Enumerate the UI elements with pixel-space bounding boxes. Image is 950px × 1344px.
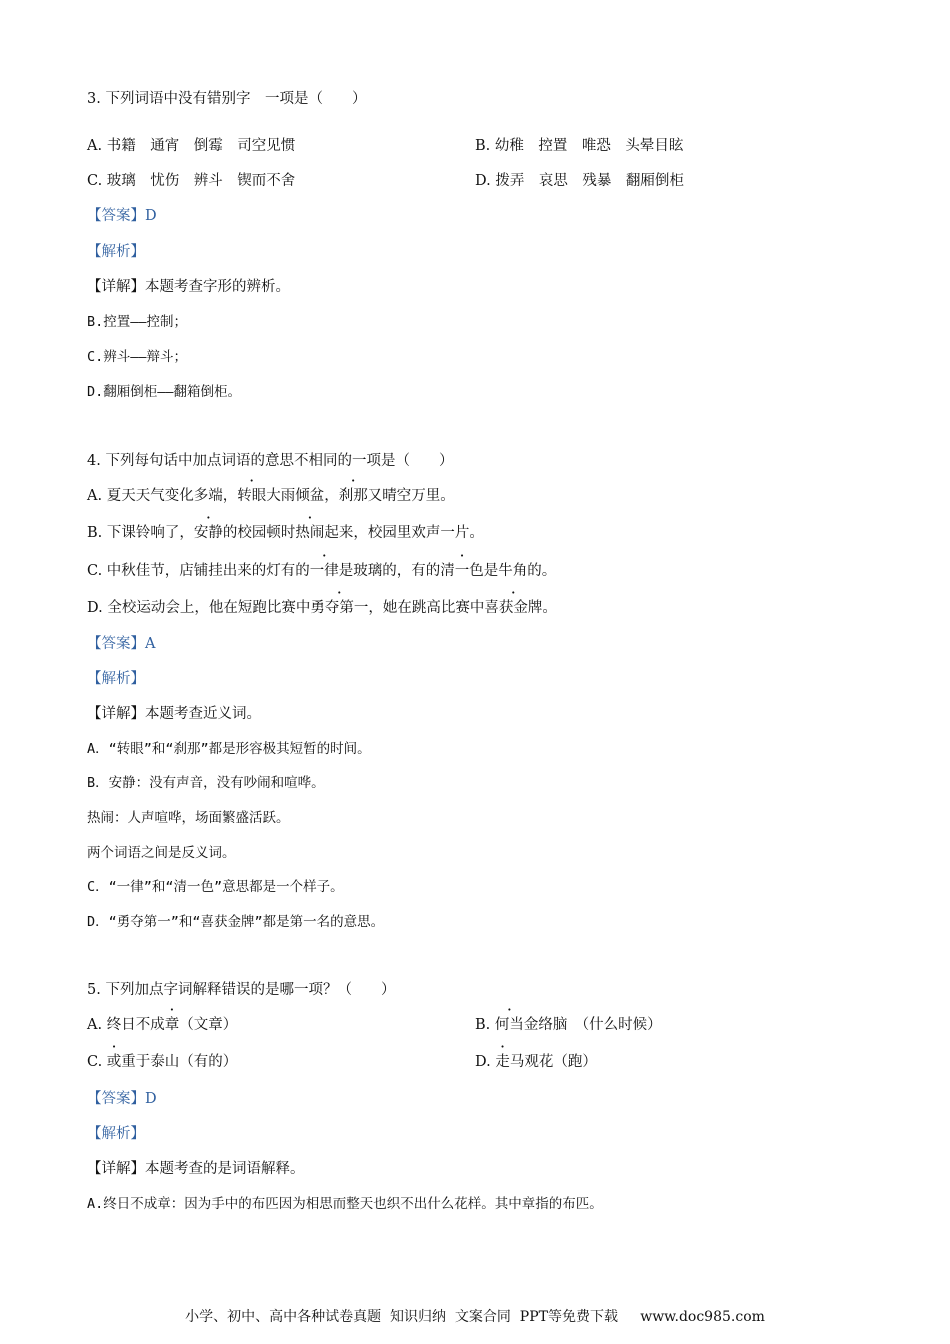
dotted-word: 喜获金牌: [484, 600, 543, 616]
q5-a-text: A. 终日不成: [87, 1017, 165, 1033]
q3-option-c: C. 玻璃 忧伤 辨斗 锲而不舍: [87, 173, 296, 189]
q4-c-text: 是牛角的。: [483, 563, 557, 579]
q4-c-text: 是玻璃的，有的: [338, 563, 441, 579]
q4-b-text: B. 下课铃响了，: [87, 525, 194, 541]
q4-explain-line: B．安静：没有声音，没有吵闹和喧哗。: [87, 775, 325, 791]
dotted-word: 热闹: [295, 525, 325, 541]
q5-option-c: [87, 1052, 237, 1072]
q4-option-d: [87, 598, 557, 618]
q5-analysis-label: 【解析】: [87, 1126, 145, 1142]
dotted-word: 转眼: [237, 488, 267, 504]
dotted-word: 何当: [494, 1017, 524, 1033]
q4-a-text: 又晴空万里。: [367, 488, 455, 504]
q5-answer: 【答案】D: [87, 1091, 157, 1107]
q3-analysis-label: 【解析】: [87, 244, 145, 260]
dotted-word: 章: [164, 1017, 180, 1033]
q4-explain-line: C．“一律”和“清一色”意思都是一个样子。: [87, 879, 344, 895]
q5-d-text: D.: [475, 1054, 496, 1070]
dotted-word: 清一色: [440, 563, 484, 579]
q3-option-d: D. 拨弄 哀思 残暴 翻厢倒柜: [475, 173, 684, 189]
q4-explain-line: 两个词语之间是反义词。: [87, 845, 236, 861]
q5-c-text: C.: [87, 1054, 107, 1070]
q5-b-text: B.: [475, 1017, 495, 1033]
q3-option-a: A. 书籍 通宵 倒霉 司空见惯: [87, 138, 296, 154]
q5-stem: 5. 下列加点字词解释错误的是哪一项？（ ）: [87, 982, 396, 998]
q5-d-text: 马观花（跑）: [509, 1054, 597, 1070]
q4-d-text: ，她在跳高比赛中: [368, 600, 485, 616]
q4-explain-line: A．“转眼”和“刹那”都是形容极其短暂的时间。: [87, 741, 371, 757]
q3-detail: 【详解】本题考查字形的辨析。: [87, 279, 290, 295]
q5-option-a: [87, 1015, 237, 1035]
q3-explain-line: B.控置——控制；: [87, 314, 188, 330]
q4-detail: 【详解】本题考查近义词。: [87, 706, 261, 722]
q4-option-c: [87, 561, 556, 581]
q5-a-text: （文章）: [179, 1017, 238, 1033]
q4-option-b: [87, 523, 484, 543]
q4-b-text: 起来，校园里欢声一片。: [324, 525, 484, 541]
q4-a-text: A. 夏天天气变化多端，: [87, 488, 238, 504]
q4-option-a: [87, 486, 455, 506]
q4-b-text: 的校园顿时: [222, 525, 296, 541]
dotted-word: 安静: [193, 525, 223, 541]
q5-option-d: [475, 1052, 597, 1072]
dotted-word: 刹那: [338, 488, 368, 504]
q4-c-text: C. 中秋佳节，店铺挂出来的灯有的: [87, 563, 310, 579]
q4-answer: 【答案】A: [87, 636, 156, 652]
page-footer: 小学、初中、高中各种试卷真题 知识归纳 文案合同 PPT等免费下载 www.doc985.com: [185, 1309, 765, 1325]
q4-d-text: D. 全校运动会上，他在短跑比赛中: [87, 600, 311, 616]
q3-explain-line: C.辨斗——辩斗；: [87, 349, 188, 365]
dotted-word: 一律: [309, 563, 339, 579]
q4-explain-line: 热闹：人声喧哗，场面繁盛活跃。: [87, 810, 290, 826]
q3-explain-line: D.翻厢倒柜——翻箱倒柜。: [87, 384, 242, 400]
q5-option-b: [475, 1015, 662, 1035]
q4-stem: 4. 下列每句话中加点词语的意思不相同的一项是（ ）: [87, 453, 454, 469]
q4-analysis-label: 【解析】: [87, 671, 145, 687]
dotted-word: 勇夺第一: [310, 600, 369, 616]
q5-c-text: 重于泰山（有的）: [121, 1054, 238, 1070]
dotted-word: 或: [106, 1054, 122, 1070]
q5-detail: 【详解】本题考查的是词语解释。: [87, 1161, 305, 1177]
q4-a-text: 大雨倾盆，: [266, 488, 339, 504]
q5-explain-line: A.终日不成章：因为手中的布匹因为相思而整天也织不出什么花样。其中章指的布匹。: [87, 1196, 603, 1212]
q3-answer: 【答案】D: [87, 208, 157, 224]
q4-explain-line: D．“勇夺第一”和“喜获金牌”都是第一名的意思。: [87, 914, 385, 930]
q3-option-b: B. 幼稚 控置 唯恐 头晕目眩: [475, 138, 684, 154]
q4-d-text: 。: [542, 600, 557, 616]
q5-b-text: 金络脑 （什么时候）: [523, 1017, 662, 1033]
q3-stem: 3. 下列词语中没有错别字 一项是（ ）: [87, 91, 367, 107]
dotted-word: 走: [495, 1054, 510, 1070]
